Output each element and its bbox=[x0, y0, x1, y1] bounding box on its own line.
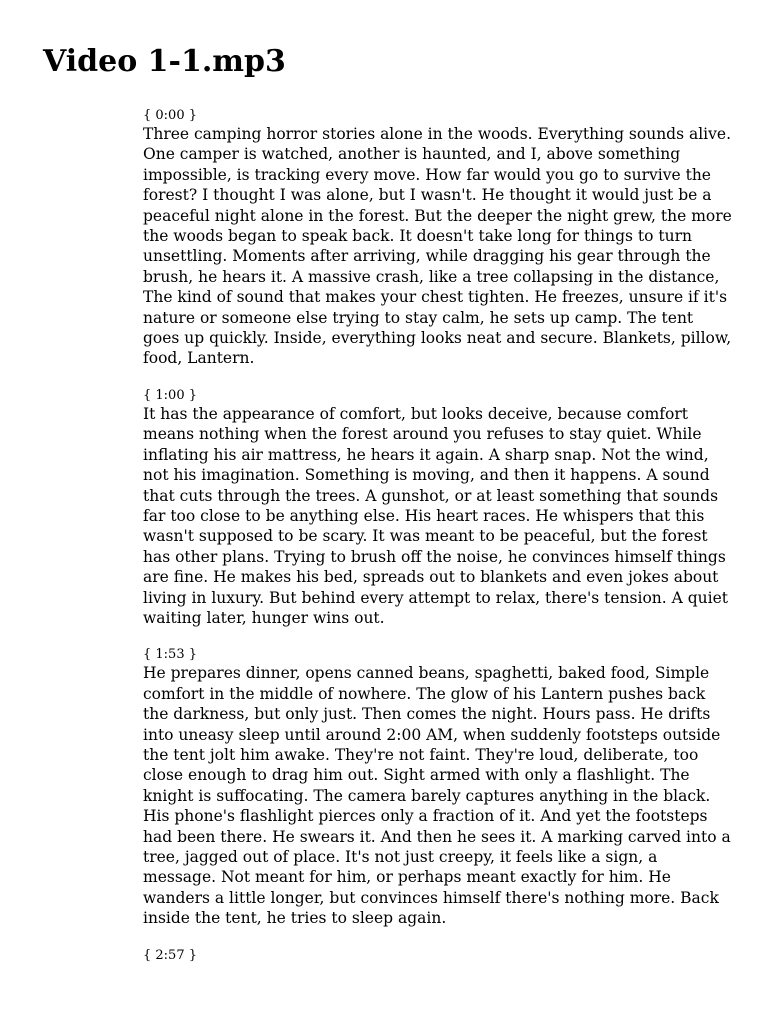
segment-text: Three camping horror stories alone in the woods. Everything sounds alive. One camper is watched, another is haunted, and I, above something impossible, is tracking every move. How far would you go to survive the forest? I thought I was alone, but I wasn't. He thought it would just be a peaceful night alone in the forest. But the deeper the night grew, the more the woods began to speak back. It doesn't take long for things to turn unsettling. Moments after arriving, while dragging his gear through the brush, he hears it. A massive crash, like a tree collapsing in the distance, The kind of sound that makes your chest tighten. He freezes, unsure if it's nature or someone else trying to stay calm, he sets up camp. The tent goes up quickly. Inside, everything looks neat and secure. Blankets, pillow, food, Lantern. bbox=[143, 125, 732, 368]
segment-text: He prepares dinner, opens canned beans, spaghetti, baked food, Simple comfort in the middle of nowhere. The glow of his Lantern pushes back the darkness, but only just. Then comes the night. Hours pass. He drifts into uneasy sleep until around 2:00 AM, when suddenly footsteps outside the tent jolt him awake. They're not faint. They're loud, deliberate, too close enough to drag him out. Sight armed with only a flashlight. The knight is suffocating. The camera barely captures anything in the black. His phone's flashlight pierces only a fraction of it. And yet the footsteps had been there. He swears it. And then he sees it. A marking carved into a tree, jagged out of place. It's not just creepy, it feels like a sign, a message. Not meant for him, or perhaps meant exactly for him. He wanders a little longer, but convinces himself there's nothing more. Back inside the tent, he tries to sleep again. bbox=[143, 664, 731, 928]
segment-text: It has the appearance of comfort, but looks deceive, because comfort means nothing when the forest around you refuses to stay quiet. While inflating his air mattress, he hears it again. A sharp snap. Not the wind, not his imagination. Something is moving, and then it happens. A sound that cuts through the trees. A gunshot, or at least something that sounds far too close to be anything else. His heart races. He whispers that this wasn't supposed to be scary. It was meant to be peaceful, but the forest has other plans. Trying to brush off the noise, he convinces himself things are fine. He makes his bed, spreads out to blankets and even jokes about living in luxury. But behind every attempt to relax, there's tension. A quiet waiting later, hunger wins out. bbox=[143, 404, 729, 627]
transcript bbox=[143, 107, 733, 982]
timestamp: { 1:00 } bbox=[143, 387, 197, 403]
timestamp: { 1:53 } bbox=[143, 647, 197, 663]
transcript-segment bbox=[143, 107, 733, 369]
page-title: Video 1-1.mp3 bbox=[43, 44, 286, 79]
timestamp: { 2:57 } bbox=[143, 947, 197, 963]
transcript-segment bbox=[143, 947, 733, 964]
timestamp: { 0:00 } bbox=[143, 108, 197, 123]
transcript-segment bbox=[143, 646, 733, 928]
transcript-segment bbox=[143, 387, 733, 628]
